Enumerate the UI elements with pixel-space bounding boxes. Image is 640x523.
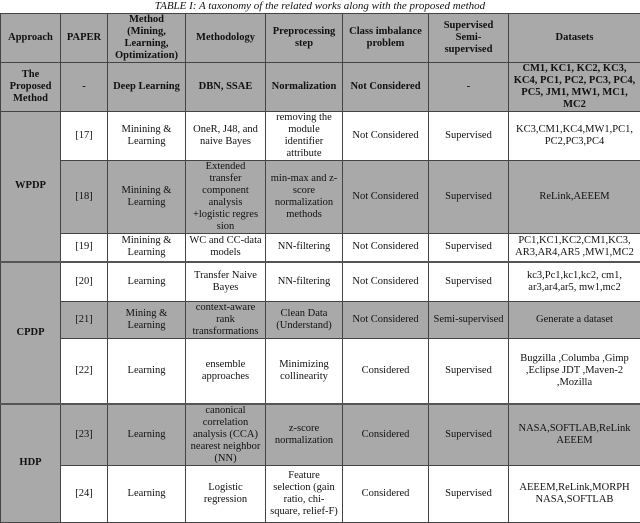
paper-cell: [18] — [61, 161, 108, 234]
paper-cell: [19] — [61, 234, 108, 262]
preprocessing-cell: removing the module identifier attribute — [266, 112, 343, 161]
methodology-cell: WC and CC-data models — [186, 234, 266, 262]
paper-cell: [24] — [61, 465, 108, 522]
datasets-cell: KC3,CM1,KC4,MW1,PC1, PC2,PC3,PC4 — [509, 112, 640, 161]
proposed-method-row — [1, 63, 640, 112]
supervision-cell: Supervised — [429, 465, 509, 522]
preprocessing-cell: Feature selection (gain ratio, chi-square, relief-F) — [266, 465, 343, 522]
table-row — [1, 234, 640, 262]
preprocessing-cell: NN-filtering — [266, 262, 343, 302]
preprocessing-cell: z-score normalization — [266, 404, 343, 466]
datasets-cell: AEEEM,ReLink,MORPH NASA,SOFTLAB — [509, 465, 640, 522]
datasets-cell: kc3,Pc1,kc1,kc2, cm1, ar3,ar4,ar5, mw1,mc2 — [509, 262, 640, 302]
column-header: Methodology — [186, 14, 266, 63]
method-cell: Learning — [108, 339, 186, 404]
supervision-cell: Supervised — [429, 112, 509, 161]
supervision-cell: Semi-supervised — [429, 302, 509, 339]
supervision-cell: Supervised — [429, 234, 509, 262]
methodology-cell: ensemble approaches — [186, 339, 266, 404]
imbalance-cell: Not Considered — [343, 234, 429, 262]
datasets-cell: NASA,SOFTLAB,ReLink AEEEM — [509, 404, 640, 466]
method-cell: Learning — [108, 404, 186, 466]
column-header: Class imbalance problem — [343, 14, 429, 63]
imbalance-cell: Considered — [343, 465, 429, 522]
approach-cell: WPDP — [1, 112, 61, 262]
preprocessing-cell: Minimizing collinearity — [266, 339, 343, 404]
datasets-cell: PC1,KC1,KC2,CM1,KC3, AR3,AR4,AR5 ,MW1,MC2 — [509, 234, 640, 262]
imbalance-cell: Not Considered — [343, 302, 429, 339]
methodology-cell: context-aware rank transformations — [186, 302, 266, 339]
paper-cell: [20] — [61, 262, 108, 302]
methodology-cell: DBN, SSAE — [186, 63, 266, 112]
paper-cell: - — [61, 63, 108, 112]
paper-cell: [17] — [61, 112, 108, 161]
method-cell: Minining & Learning — [108, 161, 186, 234]
approach-cell: HDP — [1, 404, 61, 523]
preprocessing-cell: min-max and z-score normalization methods — [266, 161, 343, 234]
taxonomy-table — [0, 13, 640, 523]
datasets-cell: ReLink,AEEEM — [509, 161, 640, 234]
table-row — [1, 262, 640, 302]
approach-cell: The Proposed Method — [1, 63, 61, 112]
methodology-cell: Transfer Naive Bayes — [186, 262, 266, 302]
methodology-cell: Extended transfer component analysis +logistic regres sion — [186, 161, 266, 234]
table-caption: TABLE I: A taxonomy of the related works along with the proposed method — [0, 0, 640, 12]
column-header: Supervised Semi-supervised — [429, 14, 509, 63]
paper-cell: [23] — [61, 404, 108, 466]
datasets-cell: Generate a dataset — [509, 302, 640, 339]
method-cell: Learning — [108, 465, 186, 522]
preprocessing-cell: Clean Data (Understand) — [266, 302, 343, 339]
imbalance-cell: Not Considered — [343, 63, 429, 112]
methodology-cell: canonical correlation analysis (CCA) nearest neighbor (NN) — [186, 404, 266, 466]
imbalance-cell: Not Considered — [343, 112, 429, 161]
method-cell: Minining & Learning — [108, 234, 186, 262]
supervision-cell: Supervised — [429, 404, 509, 466]
datasets-cell: Bugzilla ,Columba ,Gimp ,Eclipse JDT ,Maven-2 ,Mozilla — [509, 339, 640, 404]
imbalance-cell: Not Considered — [343, 161, 429, 234]
column-header: Preprocessing step — [266, 14, 343, 63]
approach-cell: CPDP — [1, 262, 61, 404]
supervision-cell: Supervised — [429, 161, 509, 234]
supervision-cell: - — [429, 63, 509, 112]
column-header: Method (Mining, Learning, Optimization) — [108, 14, 186, 63]
method-cell: Minining & Learning — [108, 112, 186, 161]
imbalance-cell: Considered — [343, 339, 429, 404]
imbalance-cell: Not Considered — [343, 262, 429, 302]
table-row — [1, 404, 640, 466]
header-row — [1, 14, 640, 63]
table-row — [1, 161, 640, 234]
preprocessing-cell: Normalization — [266, 63, 343, 112]
methodology-cell: OneR, J48, and naive Bayes — [186, 112, 266, 161]
table-row — [1, 339, 640, 404]
supervision-cell: Supervised — [429, 339, 509, 404]
method-cell: Deep Learning — [108, 63, 186, 112]
method-cell: Learning — [108, 262, 186, 302]
column-header: Approach — [1, 14, 61, 63]
imbalance-cell: Considered — [343, 404, 429, 466]
table-row — [1, 465, 640, 522]
datasets-cell: CM1, KC1, KC2, KC3, KC4, PC1, PC2, PC3, PC4, PC5, JM1, MW1, MC1, MC2 — [509, 63, 640, 112]
paper-cell: [22] — [61, 339, 108, 404]
supervision-cell: Supervised — [429, 262, 509, 302]
preprocessing-cell: NN-filtering — [266, 234, 343, 262]
column-header: PAPER — [61, 14, 108, 63]
column-header: Datasets — [509, 14, 640, 63]
methodology-cell: Logistic regression — [186, 465, 266, 522]
table-row — [1, 302, 640, 339]
paper-cell: [21] — [61, 302, 108, 339]
method-cell: Mining & Learning — [108, 302, 186, 339]
table-row — [1, 112, 640, 161]
